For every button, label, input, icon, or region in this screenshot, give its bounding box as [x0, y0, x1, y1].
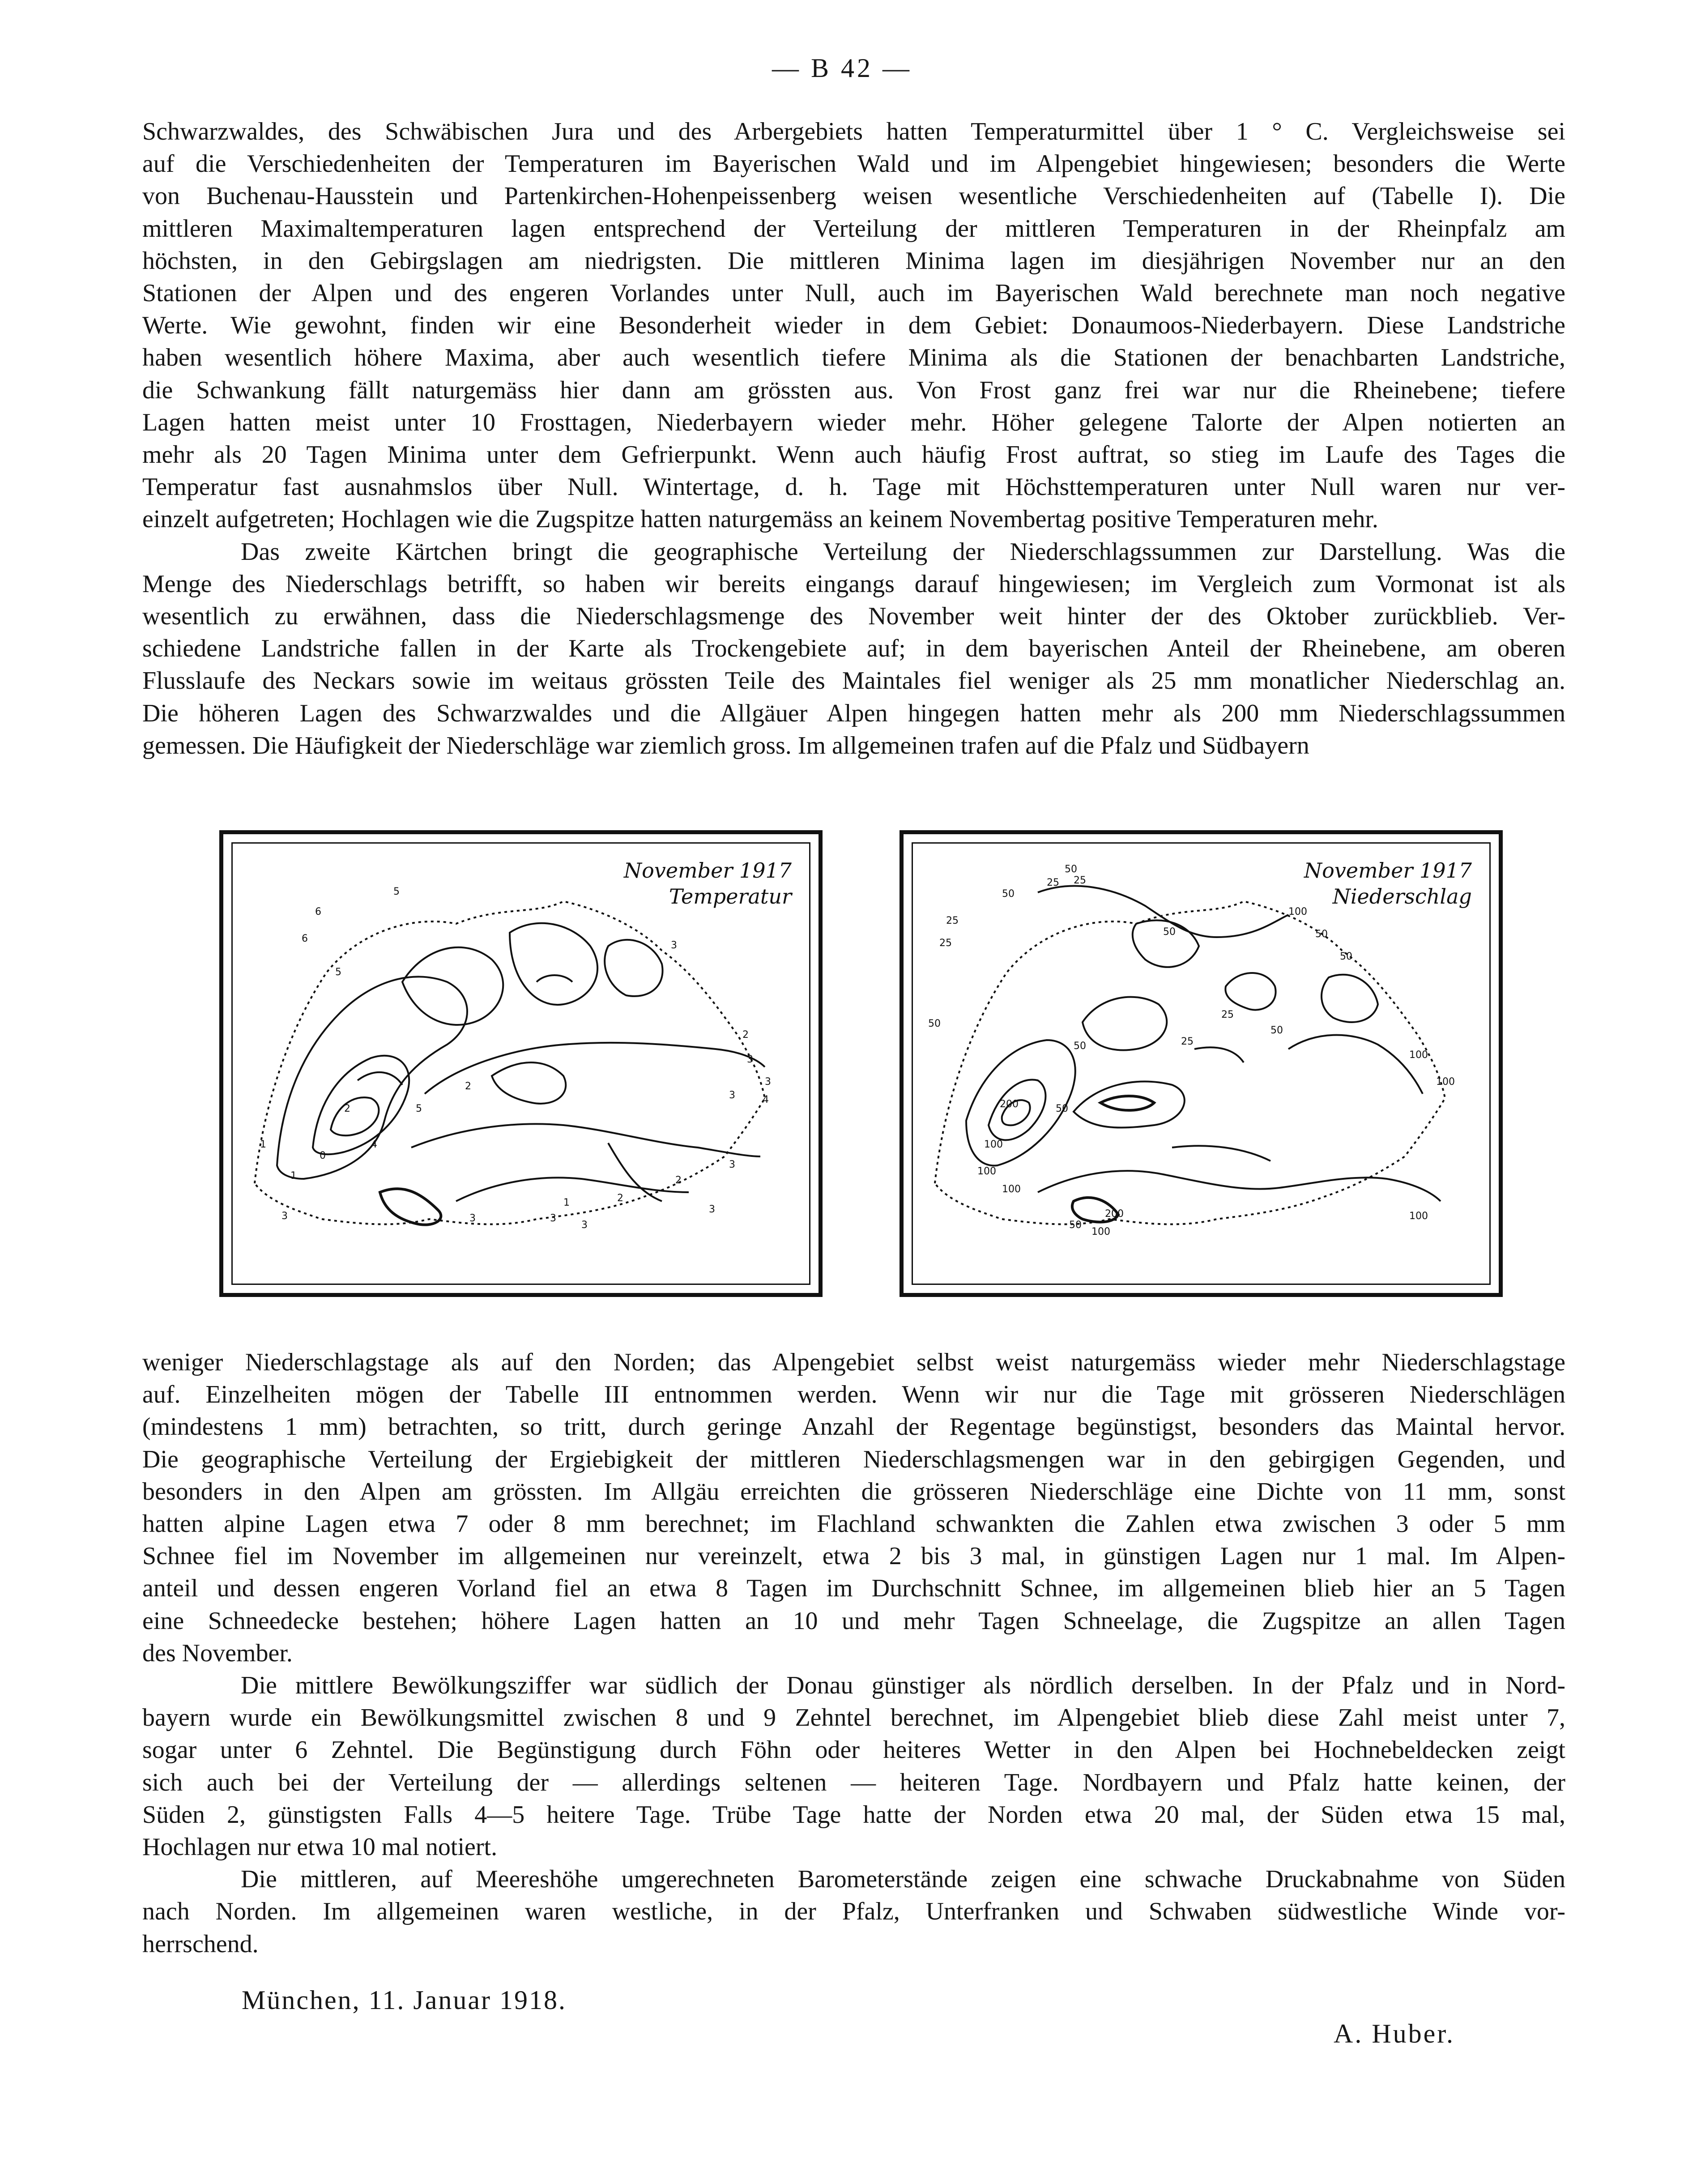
isoline-label: 100	[984, 1139, 1003, 1150]
map-temperature	[219, 830, 823, 1297]
text-line: eine Schneedecke bestehen; höhere Lagen hatten an 10 und mehr Tagen Schneelage, die Zugspitze an allen Tagen	[142, 1607, 1565, 1635]
isoline-label: 1	[260, 1139, 266, 1150]
text-line: Flusslaufe des Neckars sowie im weitaus grössten Teile des Maintales fiel weniger als 25 mm monatlicher Niederschlag an.	[142, 667, 1565, 695]
map-precipitation-title: November 1917	[1304, 858, 1472, 883]
isoline-label: 1	[290, 1170, 297, 1182]
page-number: — B 42 —	[772, 53, 912, 83]
map-temperature-subtitle: Temperatur	[669, 884, 792, 909]
isoline-label: 3	[550, 1213, 556, 1224]
isoline-label: 50	[1002, 888, 1015, 900]
isoline-label: 50	[1163, 926, 1176, 938]
text-line: Werte. Wie gewohnt, finden wir eine Besonderheit wieder in dem Gebiet: Donaumoos-Niederbayern. Diese Landstriche	[142, 311, 1565, 340]
text-line: Die geographische Verteilung der Ergiebigkeit der mittleren Niederschlagsmengen war in den gebirgigen Gegenden, und	[142, 1445, 1565, 1473]
isoline-label: 100	[1409, 1211, 1428, 1222]
text-line: sogar unter 6 Zehntel. Die Begünstigung durch Föhn oder heiteres Wetter in den Alpen bei Hochnebeldecken zeigt	[142, 1736, 1565, 1764]
isoline-label: 50	[1065, 864, 1077, 875]
isoline-label: 200	[1105, 1208, 1124, 1220]
text-line: Hochlagen nur etwa 10 mal notiert.	[142, 1833, 498, 1861]
isoline-label: 3	[765, 1076, 771, 1088]
isoline-label: 3	[729, 1090, 735, 1101]
text-line: weniger Niederschlagstage als auf den Norden; das Alpengebiet selbst weist naturgemäss wieder mehr Niederschlagstage	[142, 1348, 1565, 1376]
isoline-label: 5	[416, 1103, 422, 1114]
signature: A. Huber.	[1334, 2019, 1455, 2048]
isoline-label: 50	[1270, 1025, 1283, 1036]
isoline-label: 3	[671, 940, 677, 951]
text-line: Das zweite Kärtchen bringt die geographische Verteilung der Niederschlagssummen zur Darstellung. Was die	[241, 537, 1565, 566]
isoline-label: 2	[465, 1081, 471, 1092]
text-line: die Schwankung fällt naturgemäss hier dann am grössten aus. Von Frost ganz frei war nur die Rheinebene; tiefere	[142, 376, 1565, 404]
isoline-label: 25	[946, 915, 959, 926]
text-line: Lagen hatten meist unter 10 Frosttagen, Niederbayern wieder mehr. Höher gelegene Talorte der Alpen notierten an	[142, 408, 1565, 436]
text-line: hatten alpine Lagen etwa 7 oder 8 mm berechnet; im Flachland schwankten die Zahlen etwa zwischen 3 oder 5 mm	[142, 1510, 1565, 1538]
text-line: gemessen. Die Häufigkeit der Niederschläge war ziemlich gross. Im allgemeinen trafen auf die Pfalz und Südbayern	[142, 731, 1309, 759]
isoline-label: 25	[1074, 875, 1086, 886]
text-line: bayern wurde ein Bewölkungsmittel zwischen 8 und 9 Zehntel berechnet, im Alpengebiet blieb diese Zahl meist unter 7,	[142, 1704, 1565, 1732]
text-line: sich auch bei der Verteilung der — allerdings seltenen — heiteren Tage. Nordbayern und Pfalz hatte keinen, der	[142, 1768, 1565, 1796]
isoline-label: 2	[617, 1193, 623, 1204]
isoline-label: 6	[315, 906, 321, 917]
text-line: Süden 2, günstigsten Falls 4—5 heitere Tage. Trübe Tage hatte der Norden etwa 20 mal, der Süden etwa 15 mal,	[142, 1800, 1565, 1829]
text-line: Schnee fiel im November im allgemeinen nur vereinzelt, etwa 2 bis 3 mal, in günstigen Lagen nur 1 mal. Im Alpen-	[142, 1542, 1565, 1570]
isoline-label: 50	[1069, 1220, 1082, 1231]
text-line: Menge des Niederschlags betrifft, so haben wir bereits eingangs darauf hingewiesen; im Vergleich zum Vormonat ist als	[142, 570, 1565, 598]
isoline-label: 50	[928, 1018, 941, 1029]
isoline-label: 3	[469, 1213, 476, 1224]
isoline-label: 2	[344, 1103, 350, 1114]
isoline-label: 100	[1002, 1184, 1021, 1195]
isoline-label: 2	[675, 1175, 682, 1186]
isoline-label: 25	[1047, 877, 1059, 888]
isoline-label: 50	[1340, 951, 1352, 962]
isoline-label: 4	[371, 1139, 377, 1150]
isoline-label: 4	[763, 1094, 769, 1105]
text-line: (mindestens 1 mm) betrachten, so tritt, durch geringe Anzahl der Regentage begünstigst, besonders das Maintal hervor.	[142, 1413, 1565, 1441]
isoline-label: 25	[939, 938, 952, 949]
text-line: des November.	[142, 1639, 293, 1667]
isoline-label: 50	[1315, 929, 1328, 940]
isoline-label: 100	[1436, 1076, 1455, 1088]
isoline-label: 3	[709, 1204, 715, 1215]
text-line: Die mittleren, auf Meereshöhe umgerechneten Barometerstände zeigen eine schwache Druckabnahme von Süden	[241, 1865, 1565, 1894]
text-line: auf. Einzelheiten mögen der Tabelle III entnommen werden. Wenn wir nur die Tage mit grösseren Niederschlägen	[142, 1381, 1565, 1409]
text-line: Die höheren Lagen des Schwarzwaldes und die Allgäuer Alpen hingegen hatten mehr als 200 mm Niederschlagssummen	[142, 699, 1565, 727]
text-line: auf die Verschiedenheiten der Temperaturen im Bayerischen Wald und im Alpengebiet hingewiesen; besonders die Werte	[142, 150, 1565, 178]
isoline-label: 100	[977, 1166, 996, 1177]
isoline-label: 100	[1288, 906, 1307, 917]
isoline-label: 50	[1056, 1103, 1068, 1114]
text-line: Stationen der Alpen und des engeren Vorlandes unter Null, auch im Bayerischen Wald berechnete man noch negative	[142, 279, 1565, 307]
isoline-label: 25	[1181, 1036, 1194, 1047]
isoline-label: 0	[320, 1150, 326, 1161]
text-line: mehr als 20 Tagen Minima unter dem Gefrierpunkt. Wenn auch häufig Frost auftrat, so stieg im Laufe des Tages die	[142, 441, 1565, 469]
isoline-label: 100	[1409, 1049, 1428, 1061]
isoline-label: 1	[563, 1197, 570, 1208]
map-temperature-title: November 1917	[623, 858, 792, 883]
text-line: nach Norden. Im allgemeinen waren westliche, in der Pfalz, Unterfranken und Schwaben südwestliche Winde vor-	[142, 1898, 1565, 1926]
text-line: besonders in den Alpen am grössten. Im Allgäu erreichten die grösseren Niederschläge eine Dichte von 11 mm, sonst	[142, 1477, 1565, 1506]
text-line: wesentlich zu erwähnen, dass die Niederschlagsmenge des November weit hinter der des Oktober zurückblieb. Ver-	[142, 602, 1565, 630]
isoline-label: 5	[393, 886, 400, 897]
isoline-label: 200	[1000, 1099, 1019, 1110]
isoline-label: 3	[581, 1220, 588, 1231]
text-line: höchsten, in den Gebirgslagen am niedrigsten. Die mittleren Minima lagen im diesjährigen November nur an den	[142, 247, 1565, 275]
isoline-label: 6	[302, 933, 308, 944]
text-line: haben wesentlich höhere Maxima, aber auch wesentlich tiefere Minima als die Stationen der benachbarten Landstriche,	[142, 344, 1565, 372]
place-date: München, 11. Januar 1918.	[242, 1985, 567, 2015]
text-line: mittleren Maximaltemperaturen lagen entsprechend der Verteilung der mittleren Temperaturen in der Rheinpfalz am	[142, 214, 1565, 243]
text-line: Die mittlere Bewölkungsziffer war südlich der Donau günstiger als nördlich derselben. In der Pfalz und in Nord-	[241, 1672, 1565, 1699]
text-line: herrschend.	[142, 1930, 259, 1958]
isoline-label: 3	[281, 1211, 288, 1222]
map-precipitation-subtitle: Niederschlag	[1332, 884, 1472, 909]
map-precipitation	[900, 830, 1503, 1297]
isoline-label: 25	[1221, 1009, 1234, 1020]
isoline-label: 2	[742, 1029, 749, 1041]
text-line: anteil und dessen engeren Vorland fiel an etwa 8 Tagen im Durchschnitt Schnee, im allgemeinen blieb hier an 5 Tagen	[142, 1574, 1565, 1603]
isoline-label: 3	[729, 1159, 735, 1170]
text-line: schiedene Landstriche fallen in der Karte als Trockengebiete auf; in dem bayerischen Anteil der Rheinebene, am oberen	[142, 635, 1565, 663]
isoline-label: 50	[1074, 1041, 1086, 1052]
isoline-label: 3	[747, 1054, 753, 1065]
text-line: Schwarzwaldes, des Schwäbischen Jura und des Arbergebiets hatten Temperaturmittel über 1 ° C. Vergleichsweise sei	[142, 118, 1565, 145]
isoline-label: 5	[335, 967, 341, 978]
text-line: von Buchenau-Hausstein und Partenkirchen-Hohenpeissenberg weisen wesentliche Verschiedenheiten auf (Tabelle I). Die	[142, 182, 1565, 210]
isoline-label: 100	[1091, 1226, 1110, 1237]
text-line: einzelt aufgetreten; Hochlagen wie die Zugspitze hatten naturgemäss an keinem Novembertag positive Temperaturen mehr.	[142, 505, 1378, 533]
text-line: Temperatur fast ausnahmslos über Null. Wintertage, d. h. Tage mit Höchsttemperaturen unter Null waren nur ver-	[142, 473, 1565, 501]
